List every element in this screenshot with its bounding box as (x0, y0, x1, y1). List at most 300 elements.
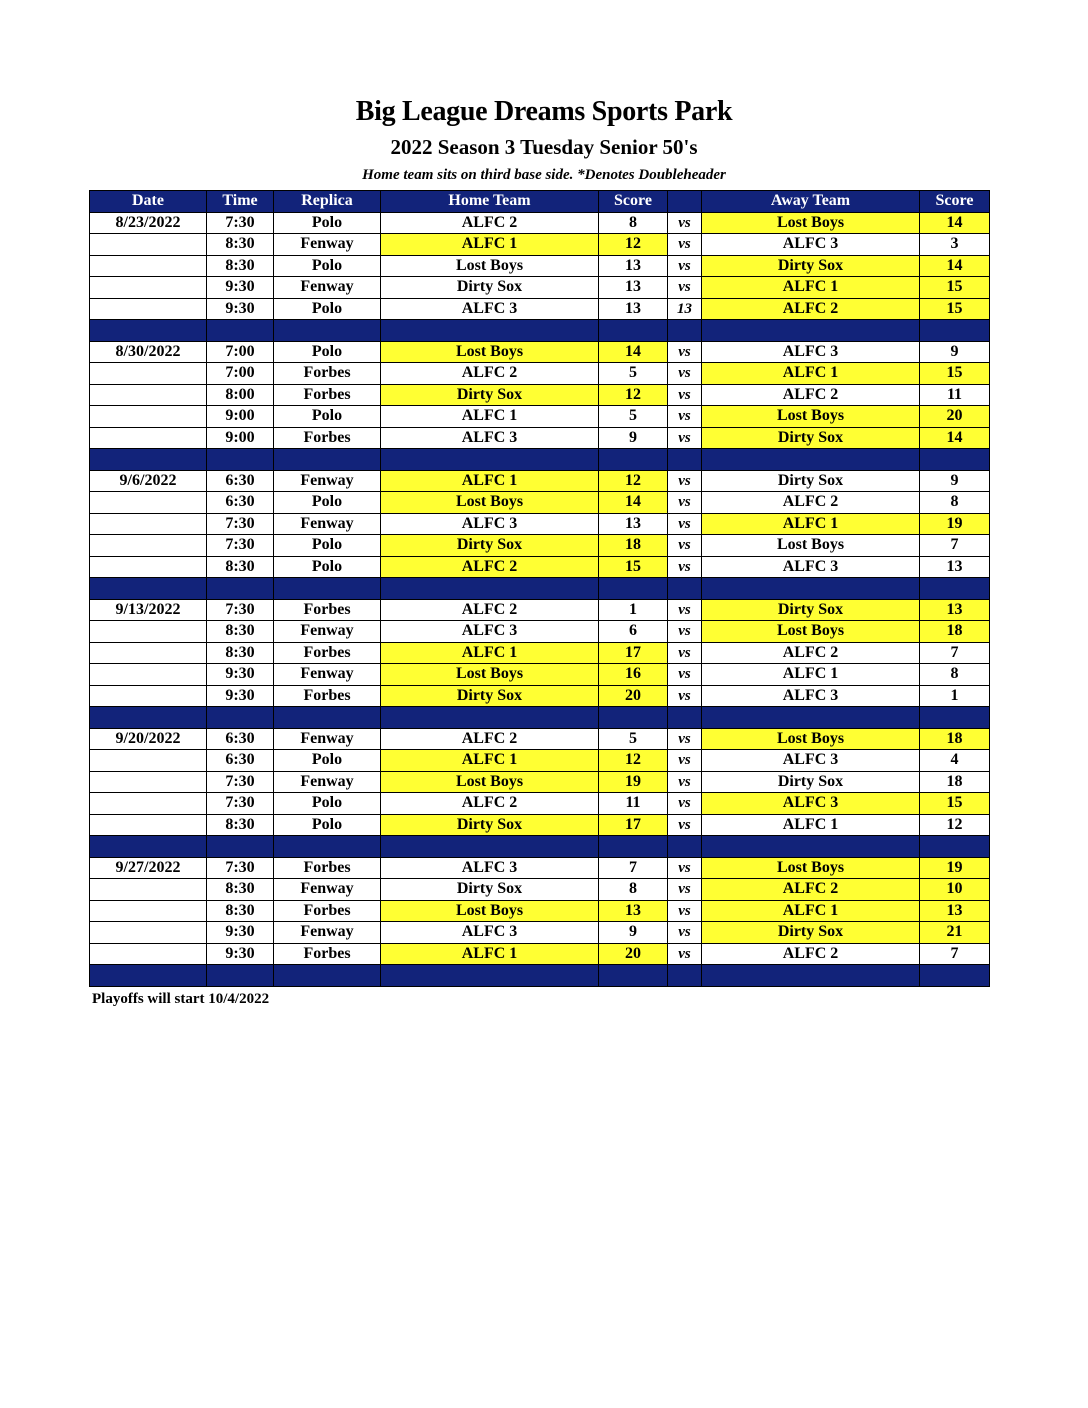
game-date (90, 793, 207, 815)
separator-cell (274, 965, 381, 987)
game-replica-field: Polo (274, 793, 381, 815)
away-team: ALFC 1 (702, 513, 920, 535)
separator-cell (599, 707, 668, 729)
home-team: ALFC 1 (381, 750, 599, 772)
game-time: 7:00 (207, 363, 274, 385)
game-replica-field: Fenway (274, 922, 381, 944)
game-date (90, 234, 207, 256)
column-header-home-team: Home Team (381, 191, 599, 213)
page-subtitle: 2022 Season 3 Tuesday Senior 50's (390, 135, 698, 159)
game-time: 8:30 (207, 900, 274, 922)
away-score: 18 (920, 771, 990, 793)
away-team: ALFC 3 (702, 793, 920, 815)
separator-cell (90, 836, 207, 858)
home-team: ALFC 3 (381, 513, 599, 535)
home-team: Lost Boys (381, 255, 599, 277)
game-date (90, 879, 207, 901)
game-replica-field: Forbes (274, 599, 381, 621)
page-title: Big League Dreams Sports Park (355, 96, 733, 127)
home-team: ALFC 1 (381, 943, 599, 965)
vs-label: vs (668, 771, 702, 793)
game-date (90, 664, 207, 686)
vs-label: vs (668, 857, 702, 879)
vs-label: vs (668, 621, 702, 643)
game-replica-field: Fenway (274, 470, 381, 492)
home-score: 8 (599, 212, 668, 234)
game-replica-field: Forbes (274, 642, 381, 664)
game-time: 7:30 (207, 857, 274, 879)
game-date: 8/30/2022 (90, 341, 207, 363)
schedule-body (90, 212, 990, 986)
game-date (90, 298, 207, 320)
game-time: 9:30 (207, 277, 274, 299)
game-replica-field: Fenway (274, 879, 381, 901)
game-date (90, 556, 207, 578)
vs-label: vs (668, 470, 702, 492)
vs-label: vs (668, 728, 702, 750)
home-team: Lost Boys (381, 664, 599, 686)
schedule-table (89, 190, 990, 987)
away-score: 1 (920, 685, 990, 707)
separator-cell (920, 449, 990, 471)
away-score: 19 (920, 857, 990, 879)
game-time: 8:30 (207, 642, 274, 664)
home-score: 18 (599, 535, 668, 557)
away-team: ALFC 2 (702, 492, 920, 514)
game-replica-field: Forbes (274, 427, 381, 449)
vs-label: vs (668, 685, 702, 707)
game-row (90, 470, 990, 492)
vs-label: vs (668, 943, 702, 965)
game-row (90, 599, 990, 621)
home-score: 5 (599, 363, 668, 385)
separator-cell (920, 578, 990, 600)
game-replica-field: Fenway (274, 621, 381, 643)
home-team: ALFC 3 (381, 298, 599, 320)
game-row (90, 492, 990, 514)
separator-cell (599, 320, 668, 342)
game-date (90, 277, 207, 299)
vs-label: vs (668, 492, 702, 514)
home-score: 15 (599, 556, 668, 578)
game-replica-field: Fenway (274, 513, 381, 535)
vs-label: vs (668, 750, 702, 772)
separator-cell (702, 836, 920, 858)
game-time: 9:30 (207, 298, 274, 320)
game-date (90, 900, 207, 922)
away-team: Dirty Sox (702, 470, 920, 492)
game-date (90, 621, 207, 643)
game-replica-field: Fenway (274, 234, 381, 256)
separator-cell (381, 449, 599, 471)
game-replica-field: Polo (274, 212, 381, 234)
column-header-away-score: Score (920, 191, 990, 213)
game-date (90, 406, 207, 428)
game-time: 7:30 (207, 212, 274, 234)
home-team: Dirty Sox (381, 685, 599, 707)
game-replica-field: Polo (274, 255, 381, 277)
home-team: Dirty Sox (381, 535, 599, 557)
game-date (90, 922, 207, 944)
separator-cell (702, 578, 920, 600)
home-team: Dirty Sox (381, 879, 599, 901)
game-time: 8:30 (207, 621, 274, 643)
game-replica-field: Forbes (274, 900, 381, 922)
away-score: 13 (920, 900, 990, 922)
separator-cell (381, 320, 599, 342)
separator-cell (207, 836, 274, 858)
home-score: 6 (599, 621, 668, 643)
game-replica-field: Forbes (274, 857, 381, 879)
game-time: 8:00 (207, 384, 274, 406)
home-team: ALFC 2 (381, 599, 599, 621)
separator-cell (920, 707, 990, 729)
separator-cell (599, 836, 668, 858)
separator-cell (668, 320, 702, 342)
week-separator-row (90, 449, 990, 471)
vs-label: vs (668, 599, 702, 621)
home-score: 12 (599, 234, 668, 256)
game-replica-field: Polo (274, 814, 381, 836)
game-replica-field: Polo (274, 298, 381, 320)
game-replica-field: Forbes (274, 943, 381, 965)
separator-cell (599, 965, 668, 987)
game-time: 6:30 (207, 728, 274, 750)
away-team: ALFC 3 (702, 556, 920, 578)
column-header-replica: Replica (274, 191, 381, 213)
vs-label: vs (668, 427, 702, 449)
separator-cell (668, 449, 702, 471)
separator-cell (668, 836, 702, 858)
game-time: 9:30 (207, 685, 274, 707)
week-separator-row (90, 707, 990, 729)
separator-cell (274, 449, 381, 471)
game-row (90, 771, 990, 793)
separator-cell (702, 320, 920, 342)
separator-cell (668, 578, 702, 600)
separator-cell (90, 965, 207, 987)
game-row (90, 857, 990, 879)
game-date: 8/23/2022 (90, 212, 207, 234)
game-row (90, 427, 990, 449)
home-score: 11 (599, 793, 668, 815)
away-score: 19 (920, 513, 990, 535)
separator-cell (274, 707, 381, 729)
separator-cell (599, 449, 668, 471)
vs-label: vs (668, 900, 702, 922)
separator-cell (920, 836, 990, 858)
game-date: 9/6/2022 (90, 470, 207, 492)
home-team: ALFC 1 (381, 470, 599, 492)
away-score: 15 (920, 298, 990, 320)
away-team: Lost Boys (702, 857, 920, 879)
home-score: 12 (599, 470, 668, 492)
game-time: 8:30 (207, 814, 274, 836)
home-score: 5 (599, 728, 668, 750)
column-header-time: Time (207, 191, 274, 213)
vs-label: vs (668, 406, 702, 428)
away-team: Dirty Sox (702, 771, 920, 793)
away-score: 14 (920, 255, 990, 277)
game-row (90, 943, 990, 965)
home-score: 20 (599, 943, 668, 965)
home-score: 7 (599, 857, 668, 879)
away-team: ALFC 1 (702, 900, 920, 922)
away-team: Dirty Sox (702, 922, 920, 944)
game-row (90, 255, 990, 277)
home-team: Dirty Sox (381, 814, 599, 836)
game-date: 9/13/2022 (90, 599, 207, 621)
away-team: ALFC 1 (702, 814, 920, 836)
game-time: 7:30 (207, 535, 274, 557)
away-score: 15 (920, 793, 990, 815)
away-score: 18 (920, 728, 990, 750)
game-row (90, 363, 990, 385)
away-team: ALFC 3 (702, 750, 920, 772)
column-header-vs (668, 191, 702, 213)
game-replica-field: Polo (274, 406, 381, 428)
away-team: Lost Boys (702, 406, 920, 428)
game-row (90, 298, 990, 320)
separator-cell (207, 449, 274, 471)
vs-label: vs (668, 814, 702, 836)
away-score: 18 (920, 621, 990, 643)
game-time: 9:00 (207, 427, 274, 449)
vs-label: vs (668, 793, 702, 815)
away-team: Dirty Sox (702, 599, 920, 621)
home-team: ALFC 1 (381, 642, 599, 664)
vs-label: vs (668, 255, 702, 277)
game-time: 6:30 (207, 470, 274, 492)
game-date (90, 384, 207, 406)
separator-cell (90, 578, 207, 600)
separator-cell (207, 578, 274, 600)
game-row (90, 642, 990, 664)
away-team: ALFC 3 (702, 685, 920, 707)
away-score: 12 (920, 814, 990, 836)
away-score: 15 (920, 363, 990, 385)
vs-label: vs (668, 384, 702, 406)
away-team: ALFC 1 (702, 363, 920, 385)
separator-cell (207, 707, 274, 729)
game-date (90, 492, 207, 514)
away-score: 14 (920, 212, 990, 234)
separator-cell (381, 707, 599, 729)
home-team: ALFC 1 (381, 234, 599, 256)
game-row (90, 535, 990, 557)
away-team: ALFC 2 (702, 943, 920, 965)
game-row (90, 277, 990, 299)
game-date (90, 943, 207, 965)
home-team-note: Home team sits on third base side. *Denotes Doubleheader (362, 167, 726, 183)
game-replica-field: Forbes (274, 363, 381, 385)
week-separator-row (90, 578, 990, 600)
vs-label: vs (668, 513, 702, 535)
game-date (90, 427, 207, 449)
away-score: 9 (920, 341, 990, 363)
game-time: 8:30 (207, 234, 274, 256)
game-row (90, 621, 990, 643)
week-separator-row (90, 836, 990, 858)
away-team: ALFC 2 (702, 879, 920, 901)
away-team: Lost Boys (702, 621, 920, 643)
game-time: 9:30 (207, 664, 274, 686)
vs-label: vs (668, 277, 702, 299)
game-row (90, 750, 990, 772)
separator-cell (702, 965, 920, 987)
game-date (90, 255, 207, 277)
game-time: 9:00 (207, 406, 274, 428)
home-team: ALFC 2 (381, 793, 599, 815)
game-replica-field: Polo (274, 341, 381, 363)
vs-label: vs (668, 664, 702, 686)
game-time: 8:30 (207, 556, 274, 578)
home-score: 14 (599, 492, 668, 514)
home-score: 16 (599, 664, 668, 686)
home-score: 13 (599, 900, 668, 922)
vs-label: vs (668, 879, 702, 901)
vs-label: vs (668, 642, 702, 664)
home-score: 12 (599, 384, 668, 406)
game-date: 9/27/2022 (90, 857, 207, 879)
separator-cell (920, 965, 990, 987)
away-team: ALFC 2 (702, 298, 920, 320)
column-header-away-team: Away Team (702, 191, 920, 213)
home-score: 8 (599, 879, 668, 901)
game-row (90, 922, 990, 944)
home-team: Lost Boys (381, 900, 599, 922)
away-score: 3 (920, 234, 990, 256)
game-time: 7:30 (207, 513, 274, 535)
home-team: ALFC 2 (381, 728, 599, 750)
vs-label: 13 (668, 298, 702, 320)
separator-cell (702, 707, 920, 729)
game-date (90, 685, 207, 707)
home-score: 17 (599, 814, 668, 836)
game-replica-field: Polo (274, 750, 381, 772)
game-row (90, 556, 990, 578)
away-score: 9 (920, 470, 990, 492)
home-score: 13 (599, 513, 668, 535)
game-time: 6:30 (207, 492, 274, 514)
away-team: Lost Boys (702, 212, 920, 234)
game-replica-field: Polo (274, 556, 381, 578)
separator-cell (274, 836, 381, 858)
home-score: 9 (599, 922, 668, 944)
away-team: ALFC 1 (702, 277, 920, 299)
separator-cell (381, 965, 599, 987)
away-score: 4 (920, 750, 990, 772)
home-team: ALFC 3 (381, 621, 599, 643)
game-row (90, 406, 990, 428)
separator-cell (207, 320, 274, 342)
home-score: 17 (599, 642, 668, 664)
game-time: 7:30 (207, 771, 274, 793)
game-date (90, 363, 207, 385)
away-team: ALFC 3 (702, 341, 920, 363)
game-date (90, 750, 207, 772)
game-date (90, 642, 207, 664)
game-time: 7:00 (207, 341, 274, 363)
away-team: ALFC 2 (702, 642, 920, 664)
game-replica-field: Fenway (274, 728, 381, 750)
separator-cell (274, 320, 381, 342)
game-time: 7:30 (207, 599, 274, 621)
home-score: 5 (599, 406, 668, 428)
home-team: ALFC 3 (381, 427, 599, 449)
separator-cell (381, 578, 599, 600)
home-team: ALFC 3 (381, 922, 599, 944)
separator-cell (920, 320, 990, 342)
game-time: 7:30 (207, 793, 274, 815)
home-team: ALFC 3 (381, 857, 599, 879)
game-replica-field: Forbes (274, 384, 381, 406)
vs-label: vs (668, 535, 702, 557)
away-score: 13 (920, 599, 990, 621)
game-time: 8:30 (207, 255, 274, 277)
away-team: ALFC 3 (702, 234, 920, 256)
home-team: Lost Boys (381, 341, 599, 363)
home-score: 9 (599, 427, 668, 449)
table-header-row (90, 191, 990, 213)
game-replica-field: Polo (274, 492, 381, 514)
game-replica-field: Fenway (274, 277, 381, 299)
game-time: 9:30 (207, 943, 274, 965)
vs-label: vs (668, 922, 702, 944)
separator-cell (599, 578, 668, 600)
vs-label: vs (668, 556, 702, 578)
away-team: Dirty Sox (702, 427, 920, 449)
game-replica-field: Fenway (274, 771, 381, 793)
home-team: Dirty Sox (381, 277, 599, 299)
home-score: 1 (599, 599, 668, 621)
home-score: 14 (599, 341, 668, 363)
game-row (90, 900, 990, 922)
separator-cell (90, 707, 207, 729)
game-row (90, 513, 990, 535)
game-row (90, 664, 990, 686)
week-separator-row (90, 320, 990, 342)
game-row (90, 793, 990, 815)
away-score: 8 (920, 492, 990, 514)
home-team: Dirty Sox (381, 384, 599, 406)
game-row (90, 728, 990, 750)
game-replica-field: Polo (274, 535, 381, 557)
home-score: 19 (599, 771, 668, 793)
home-score: 13 (599, 255, 668, 277)
home-team: ALFC 2 (381, 212, 599, 234)
home-score: 13 (599, 277, 668, 299)
game-row (90, 384, 990, 406)
game-row (90, 814, 990, 836)
away-score: 8 (920, 664, 990, 686)
separator-cell (90, 449, 207, 471)
game-replica-field: Forbes (274, 685, 381, 707)
separator-cell (207, 965, 274, 987)
week-separator-row (90, 965, 990, 987)
game-row (90, 212, 990, 234)
home-team: ALFC 1 (381, 406, 599, 428)
home-team: ALFC 2 (381, 363, 599, 385)
away-score: 15 (920, 277, 990, 299)
away-score: 7 (920, 535, 990, 557)
away-score: 11 (920, 384, 990, 406)
vs-label: vs (668, 234, 702, 256)
home-score: 12 (599, 750, 668, 772)
away-team: ALFC 2 (702, 384, 920, 406)
away-score: 10 (920, 879, 990, 901)
separator-cell (274, 578, 381, 600)
